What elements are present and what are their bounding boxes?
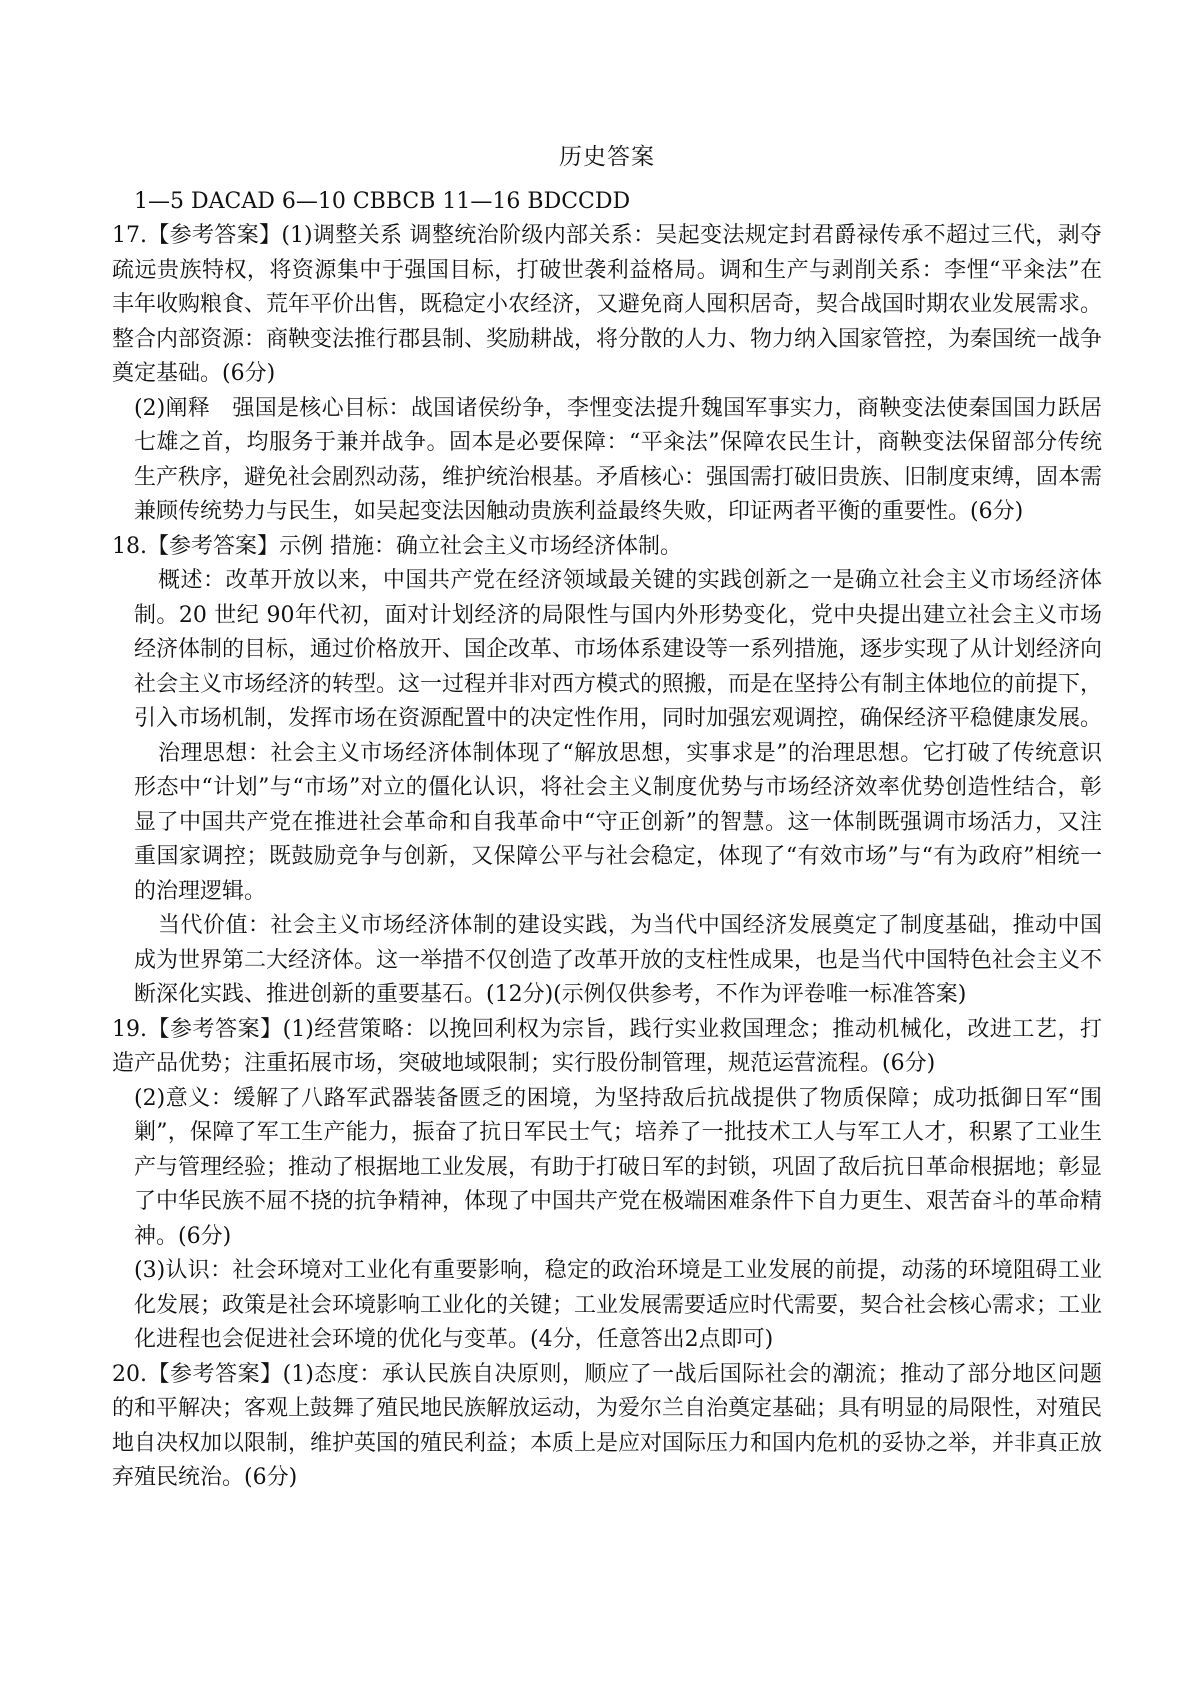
q18-overview: 概述：改革开放以来，中国共产党在经济领域最关键的实践创新之一是确立社会主义市场经济体制。20 世纪 90年代初，面对计划经济的局限性与国内外形势变化，党中央提出建立社会主义市场经济体制的目标，通过价格放开、国企改革、市场体系建设等一系列措施，逐步实现了从计划经济向社会主义市场经济的转型。这一过程并非对西方模式的照搬，而是在坚持公有制主体地位的前提下，引入市场机制，发挥市场在资源配置中的决定性作用，同时加强宏观调控，确保经济平稳健康发展。 bbox=[134, 568, 1103, 731]
q17-part2: (2)阐释 强国是核心目标：战国诸侯纷争，李悝变法提升魏国军事实力，商鞅变法使秦国国力跃居七雄之首，均服务于兼并战争。固本是必要保障：“平籴法”保障农民生计，商鞅变法保留部分传统生产秩序，避免社会剧烈动荡，维护统治根基。矛盾核心：强国需打破旧贵族、旧制度束缚，固本需兼顾传统势力与民生，如吴起变法因触动贵族利益最终失败，印证两者平衡的重要性。(6分) bbox=[134, 395, 1103, 524]
q19-part3: (3)认识：社会环境对工业化有重要影响，稳定的政治环境是工业发展的前提，动荡的环境阻碍工业化发展；政策是社会环境影响工业化的关键；工业发展需要适应时代需要，契合社会核心需求；工业化进程也会促进社会环境的优化与变革。(4分，任意答出2点即可) bbox=[134, 1258, 1103, 1352]
q18-governance: 治理思想：社会主义市场经济体制体现了“解放思想，实事求是”的治理思想。它打破了传统意识形态中“计划”与“市场”对立的僵化认识，将社会主义制度优势与市场经济效率优势创造性结合，彰显了中国共产党在推进社会革命和自我革命中“守正创新”的智慧。这一体制既强调市场活力，又注重国家调控；既鼓励竞争与创新，又保障公平与社会稳定，体现了“有效市场”与“有为政府”相统一的治理逻辑。 bbox=[134, 740, 1102, 904]
q17-part1: 17.【参考答案】(1)调整关系 调整统治阶级内部关系：吴起变法规定封君爵禄传承不超过三代，剥夺疏远贵族特权，将资源集中于强国目标，打破世袭利益格局。调和生产与剥削关系：李悝“平籴法”在丰年收购粮食、荒年平价出售，既稳定小农经济，又避免商人囤积居奇，契合战国时期农业发展需求。整合内部资源：商鞅变法推行郡县制、奖励耕战，将分散的人力、物力纳入国家管控，为秦国统一战争奠定基础。(6分) bbox=[112, 223, 1103, 386]
question-20 bbox=[112, 1358, 1102, 1496]
q18-head: 18.【参考答案】示例 措施：确立社会主义市场经济体制。 bbox=[112, 533, 682, 559]
question-19 bbox=[112, 1013, 1102, 1358]
q19-part2: (2)意义：缓解了八路军武器装备匮乏的困境，为坚持敌后抗战提供了物质保障；成功抵御日军“围剿”，保障了军工生产能力，振奋了抗日军民士气；培养了一批技术工人与军工人才，积累了工业生产与管理经验；推动了根据地工业发展，有助于打破日军的封锁，巩固了敌后抗日革命根据地；彰显了中华民族不屈不挠的抗争精神，体现了中国共产党在极端困难条件下自力更生、艰苦奋斗的革命精神。(6分) bbox=[134, 1085, 1103, 1249]
answer-document bbox=[112, 140, 1102, 1496]
question-18 bbox=[112, 530, 1102, 1013]
page-title: 历史答案 bbox=[559, 144, 655, 170]
q18-value: 当代价值：社会主义市场经济体制的建设实践，为当代中国经济发展奠定了制度基础，推动中国成为世界第二大经济体。这一举措不仅创造了改革开放的支柱性成果，也是当代中国特色社会主义不断深化实践、推进创新的重要基石。(12分)(示例仅供参考，不作为评卷唯一标准答案) bbox=[134, 913, 1103, 1007]
multiple-choice-answers: 1—5 DACAD 6—10 CBBCB 11—16 BDCCDD bbox=[134, 188, 631, 214]
q20-part1: 20.【参考答案】(1)态度：承认民族自决原则，顺应了一战后国际社会的潮流；推动了部分地区问题的和平解决；客观上鼓舞了殖民地民族解放运动，为爱尔兰自治奠定基础；具有明显的局限性，对殖民地自决权加以限制，维护英国的殖民利益；本质上是应对国际压力和国内危机的妥协之举，并非真正放弃殖民统治。(6分) bbox=[112, 1361, 1103, 1490]
q19-part1: 19.【参考答案】(1)经营策略：以挽回利权为宗旨，践行实业救国理念；推动机械化，改进工艺，打造产品优势；注重拓展市场，突破地域限制；实行股份制管理，规范运营流程。(6分) bbox=[112, 1016, 1102, 1076]
question-17 bbox=[112, 219, 1102, 530]
